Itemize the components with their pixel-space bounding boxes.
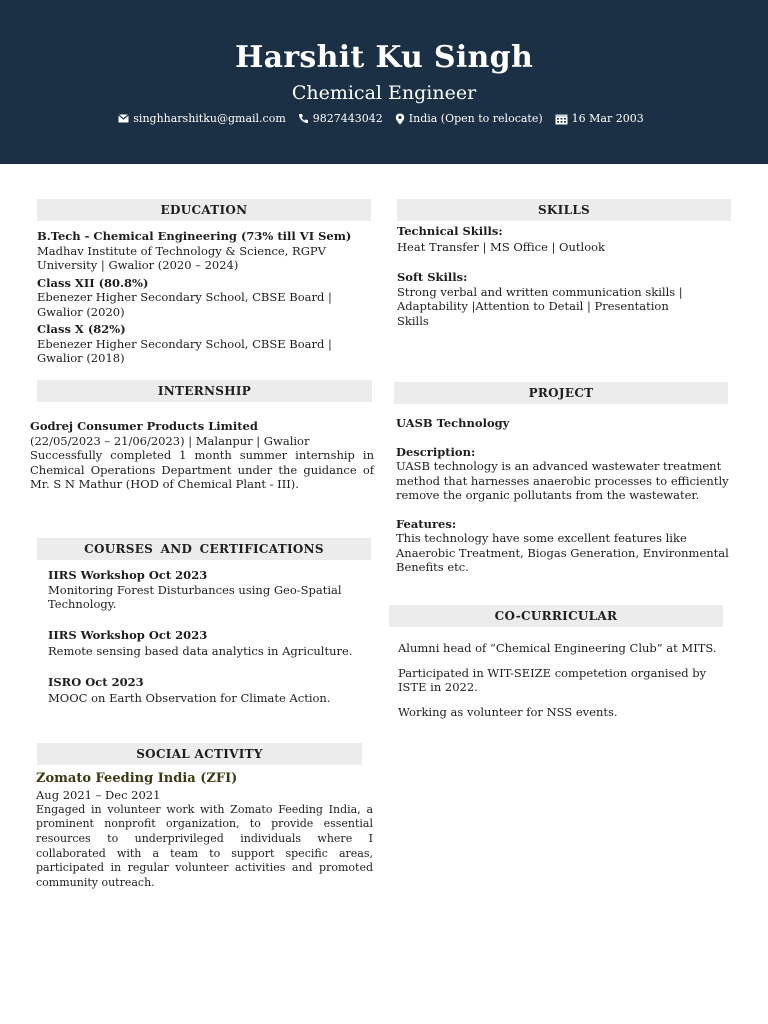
project-body xyxy=(396,416,732,575)
social-period: Aug 2021 – Dec 2021 xyxy=(36,788,161,802)
technical-skills-list: Heat Transfer | MS Office | Outlook xyxy=(397,239,606,254)
cocurricular-section xyxy=(389,605,723,627)
courses-section xyxy=(37,538,371,560)
project-features-label: Features: xyxy=(396,516,457,531)
phone-text: 9827443042 xyxy=(312,112,383,125)
phone-icon xyxy=(298,113,309,124)
dob-text: 16 Mar 2003 xyxy=(571,112,644,125)
internship-period: (22/05/2023 – 21/06/2023) | Malanpur | Gwalior xyxy=(30,433,310,448)
course-description: MOOC on Earth Observation for Climate Action. xyxy=(48,691,331,705)
contact-email[interactable] xyxy=(118,112,285,125)
internship-section xyxy=(37,380,372,402)
social-description: Engaged in volunteer work with Zomato Feeding India, a prominent nonprofit organization, to provide essential resources to underprivileged individuals where I collaborated with a team to support specific areas, participated in regular volunteer activities and promoted community outreach. xyxy=(36,802,373,890)
education-degree: Class X (82%) xyxy=(37,322,126,336)
social-body xyxy=(36,771,373,891)
mail-icon xyxy=(118,114,129,123)
project-description: UASB technology is an advanced wastewater treatment method that harnesses anaerobic processes to efficiently remove the organic pollutants from the wastewater. xyxy=(396,459,729,502)
education-institution: Ebenezer Higher Secondary School, CBSE Board | Gwalior (2018) xyxy=(37,336,332,365)
course-name: IIRS Workshop Oct 2023 xyxy=(48,627,208,642)
cocurricular-heading: CO-CURRICULAR xyxy=(389,605,723,627)
project-heading: PROJECT xyxy=(394,382,728,404)
internship-description: Successfully completed 1 month summer internship in Chemical Operations Department under the guidance of Mr. S N Mathur (HOD of Chemical Plant - III). xyxy=(30,448,374,491)
email-text: singhharshitku@gmail.com xyxy=(133,112,286,125)
internship-company: Godrej Consumer Products Limited xyxy=(30,419,258,433)
contact-dob xyxy=(555,112,644,125)
project-section xyxy=(394,382,728,404)
technical-skills-label: Technical Skills: xyxy=(397,224,503,238)
course-name: IIRS Workshop Oct 2023 xyxy=(48,568,208,582)
project-description-label: Description: xyxy=(396,444,476,459)
cocurricular-item: Alumni head of “Chemical Engineering Club” at MITS. xyxy=(398,641,717,655)
contact-location xyxy=(395,112,543,125)
cocurricular-list xyxy=(398,641,723,719)
candidate-role: Chemical Engineer xyxy=(291,82,477,104)
project-name: UASB Technology xyxy=(396,416,510,430)
skills-section xyxy=(397,199,731,221)
education-heading: EDUCATION xyxy=(37,199,371,221)
location-text: India (Open to relocate) xyxy=(408,112,543,125)
course-name: ISRO Oct 2023 xyxy=(48,674,144,689)
social-section xyxy=(37,743,362,765)
skills-body xyxy=(397,224,697,328)
soft-skills-list: Strong verbal and written communication skills | Adaptability |Attention to Detail | Presentation Skills xyxy=(397,284,683,328)
contact-phone[interactable] xyxy=(298,112,383,125)
course-description: Remote sensing based data analytics in Agriculture. xyxy=(48,644,353,658)
location-pin-icon xyxy=(395,113,405,125)
education-degree: B.Tech - Chemical Engineering (73% till VI Sem) xyxy=(37,229,352,243)
internship-heading: INTERNSHIP xyxy=(37,380,372,402)
course-description: Monitoring Forest Disturbances using Geo-Spatial Technology. xyxy=(48,582,342,611)
courses-list xyxy=(48,568,368,706)
internship-body xyxy=(30,419,374,492)
education-institution: Madhav Institute of Technology & Science, RGPV University | Gwalior (2020 – 2024) xyxy=(37,243,326,272)
soft-skills-label: Soft Skills: xyxy=(397,270,468,284)
social-heading: SOCIAL ACTIVITY xyxy=(37,743,362,765)
social-organization: Zomato Feeding India (ZFI) xyxy=(36,771,238,786)
education-section xyxy=(37,199,371,366)
education-institution: Ebenezer Higher Secondary School, CBSE Board | Gwalior (2020) xyxy=(37,290,332,319)
cocurricular-item: Working as volunteer for NSS events. xyxy=(398,704,618,719)
contact-bar xyxy=(0,112,768,125)
cocurricular-item: Participated in WIT-SEIZE competetion organised by ISTE in 2022. xyxy=(398,665,707,694)
courses-heading: COURSES AND CERTIFICATIONS xyxy=(37,538,371,560)
project-features: This technology have some excellent features like Anaerobic Treatment, Biogas Generation, Environmental Benefits etc. xyxy=(396,531,729,574)
calendar-icon xyxy=(555,113,568,125)
skills-heading: SKILLS xyxy=(397,199,731,221)
resume-header xyxy=(0,0,768,164)
candidate-name: Harshit Ku Singh xyxy=(234,40,534,75)
education-degree: Class XII (80.8%) xyxy=(37,275,149,290)
